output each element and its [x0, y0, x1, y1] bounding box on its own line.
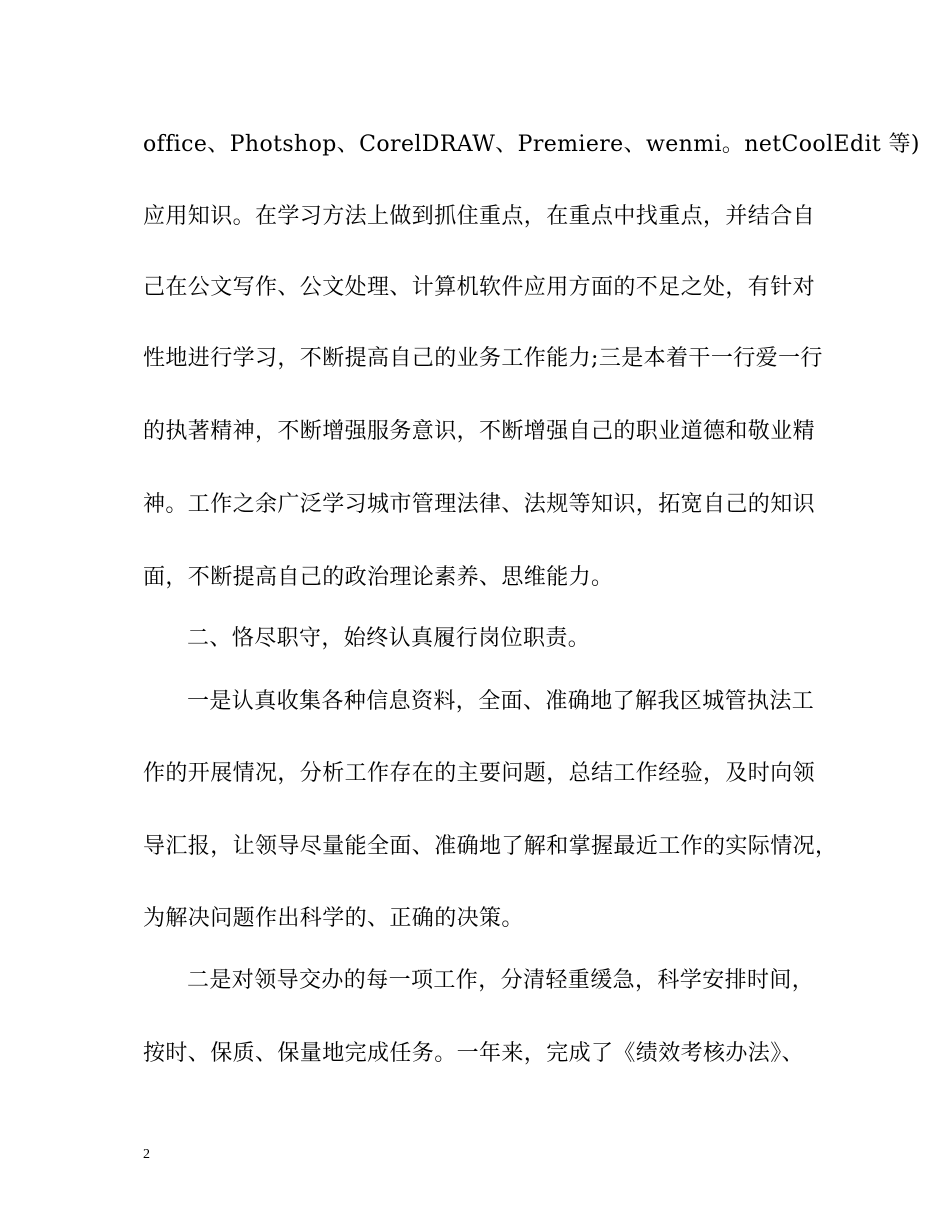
text-line-13: 二是对领导交办的每一项工作，分清轻重缓急，科学安排时间，: [187, 968, 815, 993]
text-line-6: 神。工作之余广泛学习城市管理法律、法规等知识，拓宽自己的知识: [143, 492, 816, 517]
text-line-1: office、Photshop、CorelDRAW、Premiere、wenmi。netCoolEdit 等): [143, 132, 920, 157]
text-line-10: 作的开展情况，分析工作存在的主要问题，总结工作经验，及时向领: [143, 761, 816, 786]
text-line-14: 按时、保质、保量地完成任务。一年来，完成了《绩效考核办法》、: [143, 1041, 805, 1066]
text-line-3: 己在公文写作、公文处理、计算机软件应用方面的不足之处，有针对: [143, 275, 816, 300]
text-line-4: 性地进行学习，不断提高自己的业务工作能力;三是本着干一行爱一行: [143, 346, 823, 371]
text-line-11: 导汇报，让领导尽量能全面、准确地了解和掌握最近工作的实际情况，: [143, 834, 838, 859]
text-line-9: 一是认真收集各种信息资料，全面、准确地了解我区城管执法工: [187, 689, 815, 714]
page-number: 2: [143, 1147, 150, 1162]
text-line-7: 面，不断提高自己的政治理论素养、思维能力。: [143, 565, 614, 590]
section-heading: 二、恪尽职守，始终认真履行岗位职责。: [187, 626, 591, 651]
text-line-5: 的执著精神，不断增强服务意识，不断增强自己的职业道德和敬业精: [143, 419, 816, 444]
text-line-12: 为解决问题作出科学的、正确的决策。: [143, 906, 524, 931]
text-line-2: 应用知识。在学习方法上做到抓住重点，在重点中找重点，并结合自: [143, 204, 816, 229]
